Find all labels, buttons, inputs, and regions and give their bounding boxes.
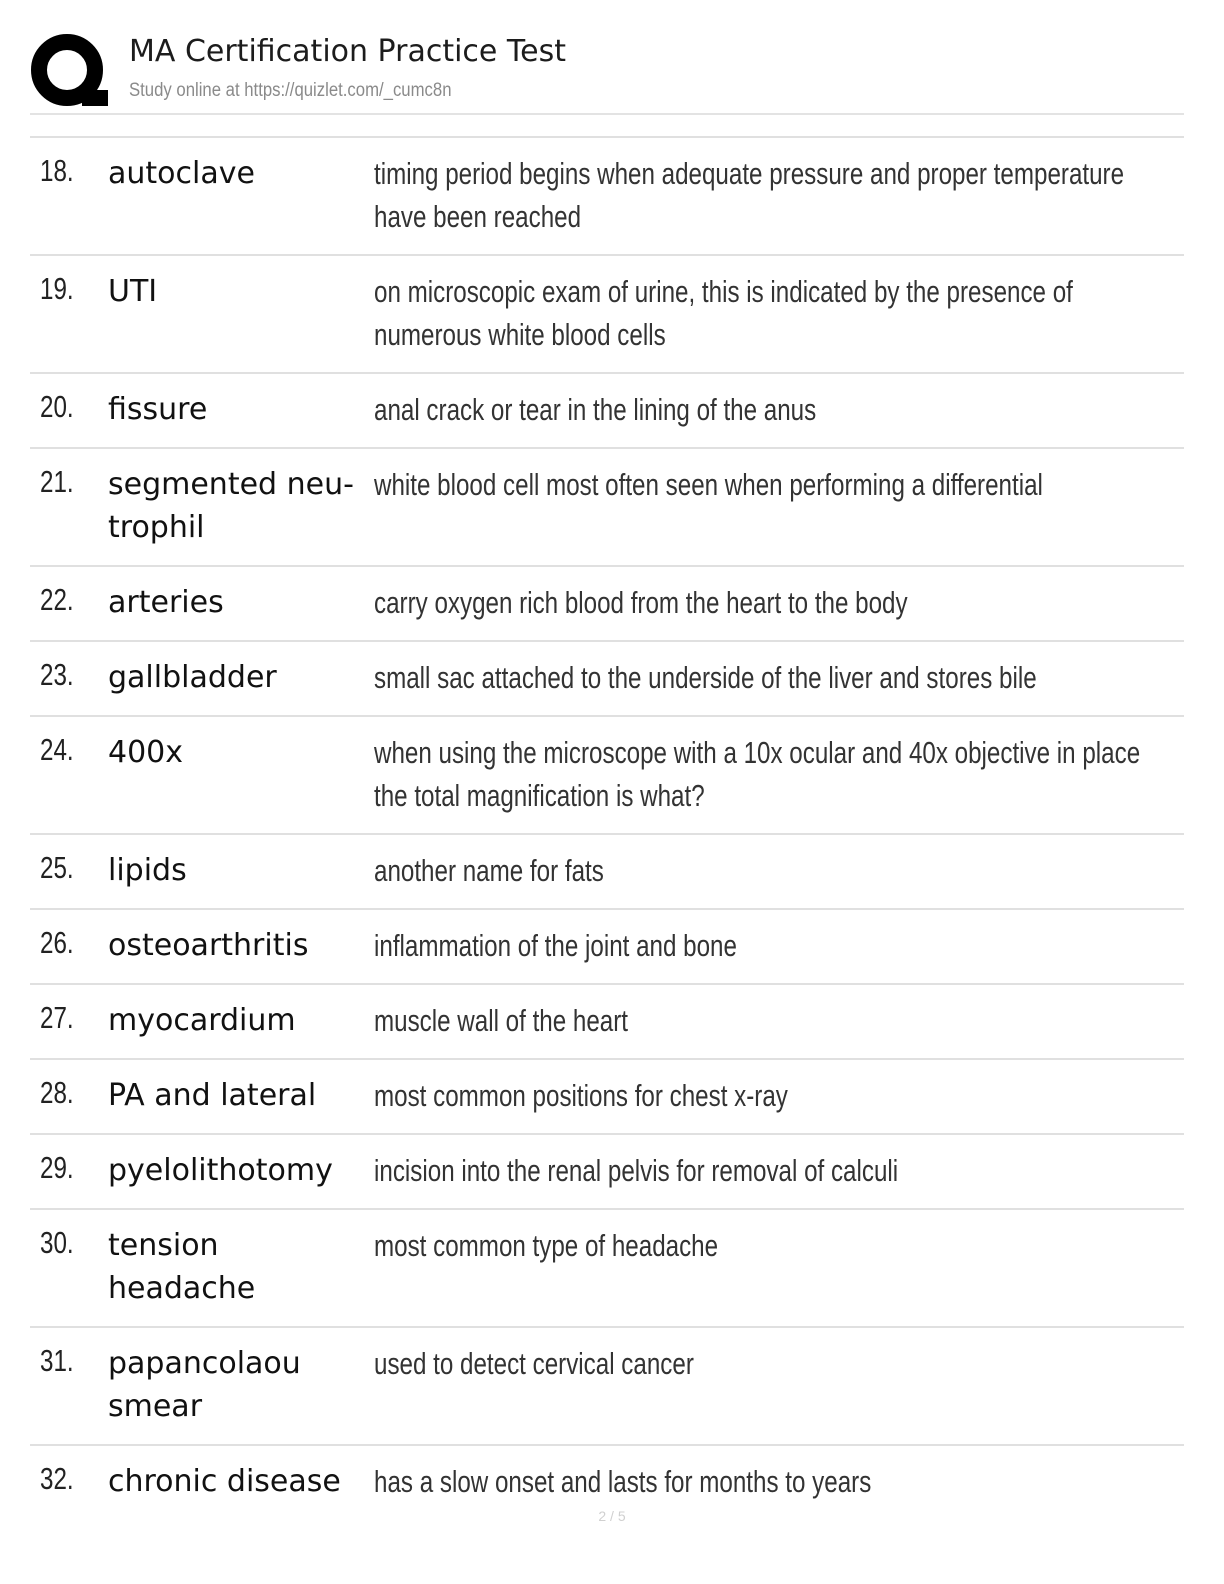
list-item [30, 565, 1184, 640]
item-number: 28. [40, 1075, 74, 1110]
item-number: 25. [40, 850, 74, 885]
item-number: 23. [40, 657, 74, 692]
item-term: autoclave [108, 156, 255, 191]
item-term: tension headache [108, 1228, 256, 1306]
item-definition: timing period begins when adequate pressure and proper temperature have been reached [374, 156, 1125, 234]
item-term: UTI [108, 274, 158, 309]
item-number: 32. [40, 1461, 74, 1496]
list-item [30, 908, 1184, 983]
item-number: 26. [40, 925, 74, 960]
item-term: fissure [108, 392, 208, 427]
list-item [30, 983, 1184, 1058]
item-definition: when using the microscope with a 10x ocular and 40x objective in place the total magnification is what? [374, 735, 1141, 813]
item-definition: another name for fats [374, 853, 604, 888]
item-number: 22. [40, 582, 74, 617]
item-definition: on microscopic exam of urine, this is indicated by the presence of numerous white blood cells [374, 274, 1073, 352]
item-definition: white blood cell most often seen when performing a differential [374, 467, 1043, 502]
page-header [30, 28, 1184, 114]
list-item [30, 254, 1184, 372]
item-number: 31. [40, 1343, 74, 1378]
item-term: PA and lateral [108, 1078, 317, 1113]
list-item [30, 1133, 1184, 1208]
list-item [30, 372, 1184, 447]
item-term: osteoarthritis [108, 928, 309, 963]
page-title: MA Certification Practice Test [129, 34, 566, 69]
item-definition: small sac attached to the underside of the liver and stores bile [374, 660, 1037, 695]
list-item [30, 1208, 1184, 1326]
item-definition: most common type of headache [374, 1228, 719, 1263]
item-number: 21. [40, 464, 74, 499]
list-item [30, 1058, 1184, 1133]
item-number: 19. [40, 271, 74, 306]
item-term: segmented neu-trophil [108, 467, 354, 545]
item-definition: carry oxygen rich blood from the heart to the body [374, 585, 908, 620]
item-term: 400x [108, 735, 184, 770]
item-definition: inflammation of the joint and bone [374, 928, 737, 963]
item-term: arteries [108, 585, 224, 620]
item-number: 20. [40, 389, 74, 424]
item-definition: has a slow onset and lasts for months to years [374, 1464, 872, 1499]
item-number: 27. [40, 1000, 74, 1035]
item-definition: muscle wall of the heart [374, 1003, 629, 1038]
item-number: 24. [40, 732, 74, 767]
item-number: 18. [40, 153, 74, 188]
item-term: pyelolithotomy [108, 1153, 333, 1188]
list-item [30, 136, 1184, 254]
list-item [30, 447, 1184, 565]
item-definition: used to detect cervical cancer [374, 1346, 694, 1381]
flashcard-list [30, 136, 1184, 1519]
item-definition: most common positions for chest x-ray [374, 1078, 788, 1113]
item-term: chronic disease [108, 1464, 341, 1499]
quizlet-q-logo-icon [30, 32, 110, 112]
item-term: gallbladder [108, 660, 277, 695]
item-definition: incision into the renal pelvis for removal of calculi [374, 1153, 899, 1188]
list-item [30, 833, 1184, 908]
item-term: lipids [108, 853, 187, 888]
item-number: 30. [40, 1225, 74, 1260]
item-term: myocardium [108, 1003, 296, 1038]
list-item [30, 640, 1184, 715]
study-online-link[interactable]: Study online at https://quizlet.com/_cumc8n [129, 80, 452, 101]
list-item [30, 1326, 1184, 1444]
list-item [30, 715, 1184, 833]
item-definition: anal crack or tear in the lining of the anus [374, 392, 817, 427]
header-divider [30, 113, 1184, 115]
item-number: 29. [40, 1150, 74, 1185]
page-number: 2 / 5 [598, 1508, 626, 1524]
item-term: papancolaou smear [108, 1346, 301, 1424]
